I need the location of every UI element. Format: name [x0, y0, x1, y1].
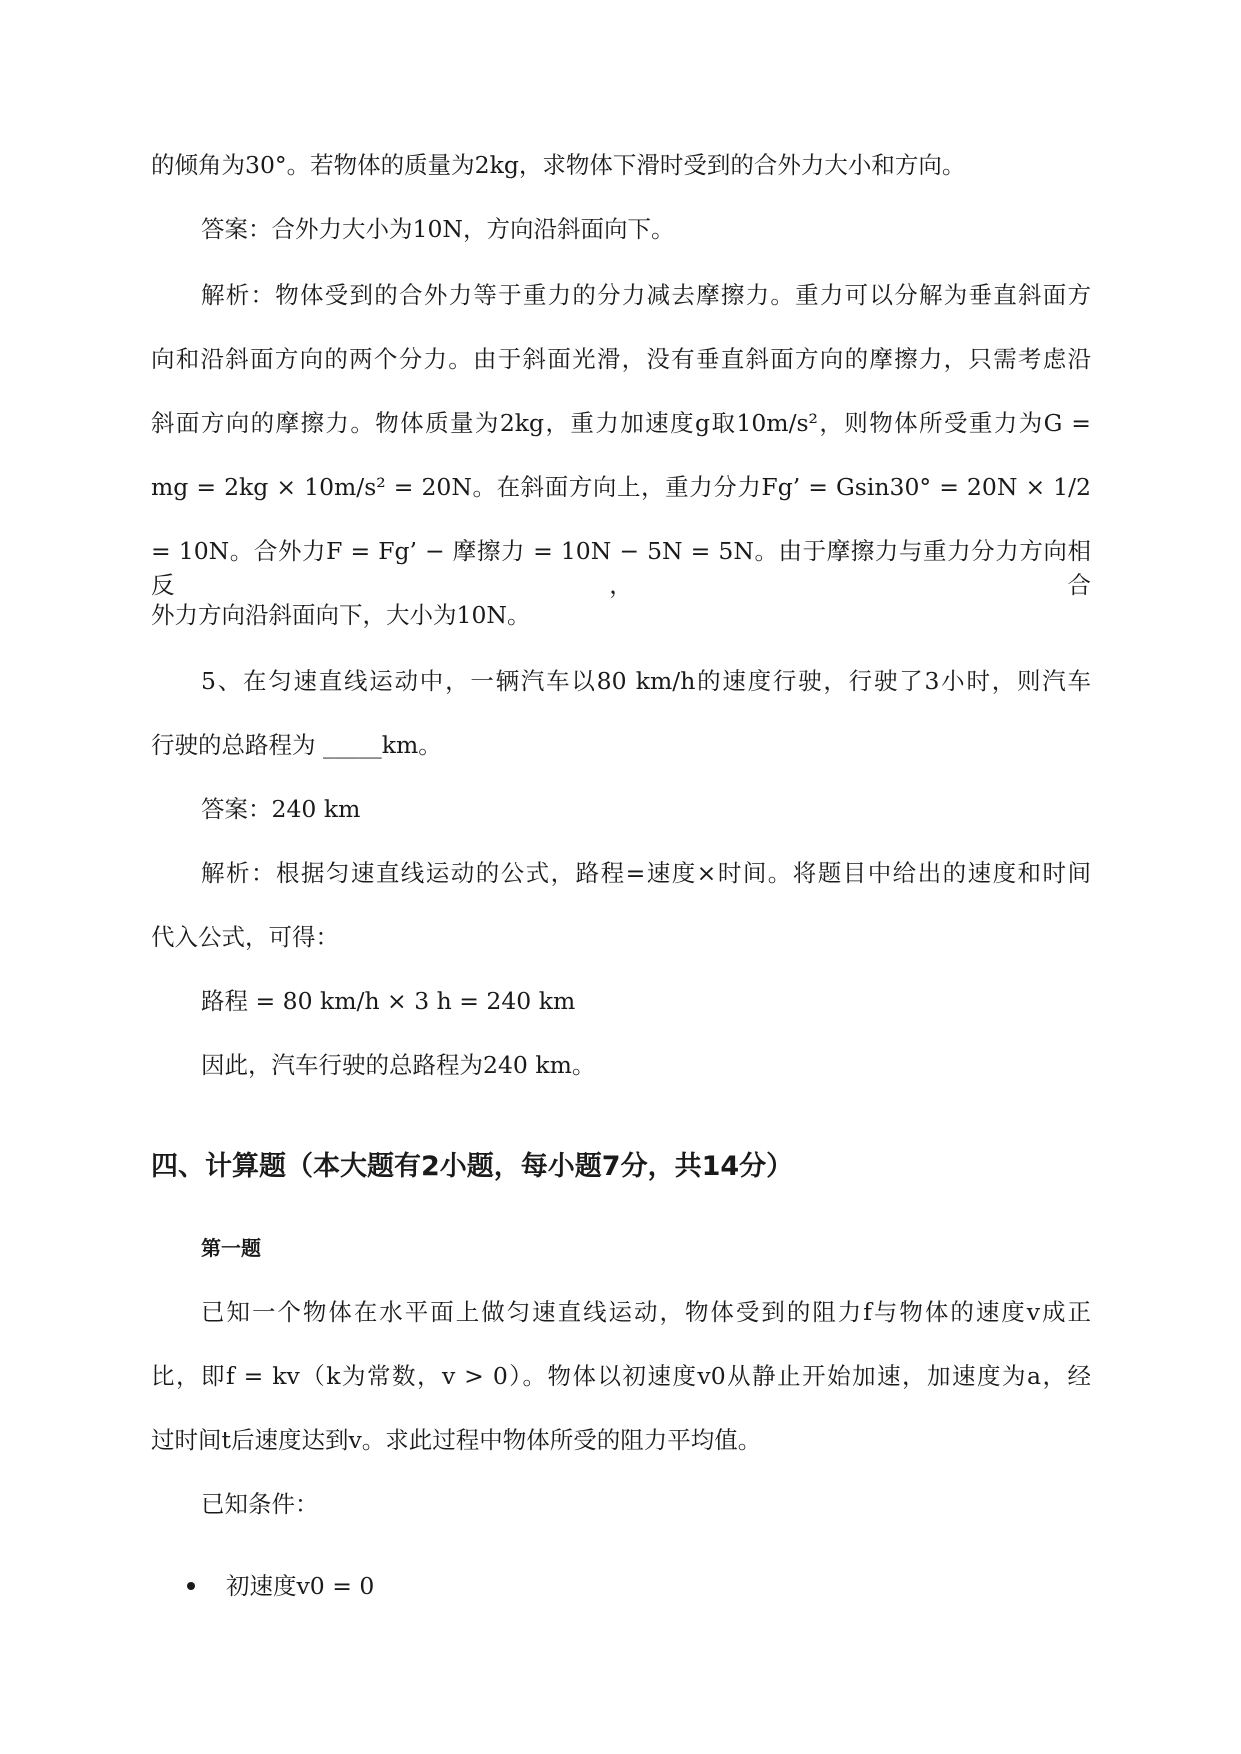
analysis-line-2: 向和沿斜面方向的两个分力。由于斜面光滑，没有垂直斜面方向的摩擦力，只需考虑沿 [151, 345, 1091, 373]
formula-line: 路程 = 80 km/h × 3 h = 240 km [201, 987, 576, 1015]
question-5-line-2: 行驶的总路程为 _____km。 [151, 731, 442, 759]
analysis-line-1: 解析：物体受到的合外力等于重力的分力减去摩擦力。重力可以分解为垂直斜面方 [201, 281, 1091, 309]
section-heading: 四、计算题（本大题有2小题，每小题7分，共14分） [151, 1151, 794, 1182]
analysis-line-4: mg = 2kg × 10m/s² = 20N。在斜面方向上，重力分力Fg’ = Gsin30° = 20N × 1/2 [151, 473, 1091, 501]
text-line-1: 的倾角为30°。若物体的质量为2kg，求物体下滑时受到的合外力大小和方向。 [151, 151, 966, 179]
known-conditions-label: 已知条件： [201, 1490, 319, 1518]
answer-line: 答案：合外力大小为10N，方向沿斜面向下。 [201, 215, 675, 243]
bullet-item-1: 初速度v0 = 0 [226, 1572, 375, 1600]
analysis-5-line-1: 解析：根据匀速直线运动的公式，路程=速度×时间。将题目中给出的速度和时间 [201, 859, 1091, 887]
analysis-line-6: 外力方向沿斜面向下，大小为10N。 [151, 601, 531, 629]
problem-title: 第一题 [201, 1236, 261, 1260]
bullet-icon [187, 1582, 195, 1590]
problem-line-3: 过时间t后速度达到v。求此过程中物体所受的阻力平均值。 [151, 1426, 762, 1454]
analysis-line-3: 斜面方向的摩擦力。物体质量为2kg，重力加速度g取10m/s²，则物体所受重力为G = [151, 409, 1091, 437]
question-5-line-1: 5、在匀速直线运动中，一辆汽车以80 km/h的速度行驶，行驶了3小时，则汽车 [201, 667, 1091, 695]
analysis-5-line-2: 代入公式，可得： [151, 923, 339, 951]
answer-5: 答案：240 km [201, 795, 361, 823]
analysis-line-5: = 10N。合外力F = Fg’ − 摩擦力 = 10N − 5N = 5N。由于摩擦力与重力分力方向相反，合 [151, 537, 1091, 599]
problem-line-1: 已知一个物体在水平面上做匀速直线运动，物体受到的阻力f与物体的速度v成正 [201, 1298, 1091, 1326]
conclusion-line: 因此，汽车行驶的总路程为240 km。 [201, 1051, 596, 1079]
problem-line-2: 比，即f = kv（k为常数，v > 0）。物体以初速度v0从静止开始加速，加速度为a，经 [151, 1362, 1091, 1390]
